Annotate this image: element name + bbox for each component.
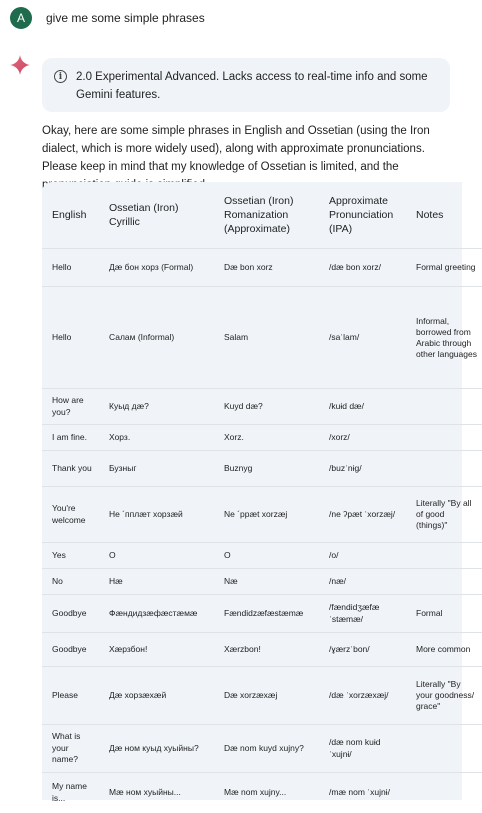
notice-text: 2.0 Experimental Advanced. Lacks access to real-time info and some Gemini features. bbox=[76, 71, 428, 101]
cell-note: Informal, borrowed from Arabic through other languages bbox=[406, 287, 482, 389]
cell-note bbox=[406, 425, 482, 451]
cell-english: Goodbye bbox=[42, 595, 99, 633]
user-avatar[interactable]: A bbox=[10, 7, 32, 29]
header-pronunciation: Approximate Pronunciation (IPA) bbox=[329, 195, 394, 235]
cell-english: You're welcome bbox=[42, 487, 99, 543]
cell-cyrillic: Фæндидзæфæстæмæ bbox=[99, 595, 214, 633]
cell-english: My name is... bbox=[42, 773, 99, 813]
cell-romanization: O bbox=[214, 543, 319, 569]
cell-romanization: Fændidzæfæstæmæ bbox=[214, 595, 319, 633]
cell-cyrillic: Хæрзбон! bbox=[99, 633, 214, 667]
table-row bbox=[42, 569, 482, 595]
cell-pronunciation: /næ/ bbox=[319, 569, 406, 595]
cell-note: More common bbox=[406, 633, 482, 667]
response-intro: Okay, here are some simple phrases in English and Ossetian (using the Iron dialect, which is more widely used), along with approximate pronunciations. Please keep in mind that my knowledge of Ossetian is limited, and the bbox=[42, 125, 430, 173]
cell-note: Literally "By your goodness/ grace" bbox=[406, 667, 482, 725]
table-row bbox=[42, 425, 482, 451]
header-cyrillic: Ossetian (Iron) Cyrillic bbox=[109, 202, 179, 228]
cell-cyrillic: Хорз. bbox=[99, 425, 214, 451]
cell-romanization: Dæ nom kuyd xujny? bbox=[214, 725, 319, 773]
header-notes: Notes bbox=[416, 209, 444, 221]
table-row bbox=[42, 287, 482, 389]
cell-note: Literally "By all of good (things)" bbox=[406, 487, 482, 543]
cell-english: Thank you bbox=[42, 451, 99, 487]
cell-english: No bbox=[42, 569, 99, 595]
table-row bbox=[42, 249, 482, 287]
cell-note bbox=[406, 569, 482, 595]
cell-pronunciation: /o/ bbox=[319, 543, 406, 569]
cell-pronunciation: /ɣærzˈbon/ bbox=[319, 633, 406, 667]
table-header-row bbox=[42, 182, 482, 249]
cell-english: Goodbye bbox=[42, 633, 99, 667]
cell-english: Hello bbox=[42, 287, 99, 389]
cell-note: Formal greeting bbox=[406, 249, 482, 287]
cell-cyrillic: Мæ ном хуыйны... bbox=[99, 773, 214, 813]
cell-note bbox=[406, 389, 482, 425]
gemini-sparkle-icon bbox=[10, 55, 30, 75]
cell-pronunciation: /dæ nom kuɨd ˈxujnɨ/ bbox=[319, 725, 406, 773]
cell-note: Formal bbox=[406, 595, 482, 633]
user-message bbox=[10, 6, 205, 30]
cell-english: Yes bbox=[42, 543, 99, 569]
info-icon: i bbox=[54, 70, 67, 83]
cell-pronunciation: /xorz/ bbox=[319, 425, 406, 451]
table-row bbox=[42, 725, 482, 773]
table-row bbox=[42, 633, 482, 667]
header-english: English bbox=[52, 209, 87, 221]
table-row bbox=[42, 543, 482, 569]
user-prompt-text: give me some simple phrases bbox=[46, 11, 205, 25]
cell-cyrillic: Дæ ном куыд хуыйны? bbox=[99, 725, 214, 773]
cell-pronunciation: /mæ nom ˈxujnɨ/ bbox=[319, 773, 406, 813]
cell-romanization: Ne ´ppæt xorzæj bbox=[214, 487, 319, 543]
cell-english: How are you? bbox=[42, 389, 99, 425]
table-row bbox=[42, 451, 482, 487]
cell-cyrillic: Куыд дæ? bbox=[99, 389, 214, 425]
cell-romanization: Xærzbon! bbox=[214, 633, 319, 667]
phrase-table bbox=[42, 182, 482, 813]
cell-romanization: Xorz. bbox=[214, 425, 319, 451]
cell-note bbox=[406, 543, 482, 569]
cell-romanization: Dæ xorzæxæj bbox=[214, 667, 319, 725]
cell-romanization: Dæ bon xorz bbox=[214, 249, 319, 287]
cell-note bbox=[406, 451, 482, 487]
table-row bbox=[42, 773, 482, 813]
cell-english: Please bbox=[42, 667, 99, 725]
cell-romanization: Kuyd dæ? bbox=[214, 389, 319, 425]
cell-pronunciation: /saˈlam/ bbox=[319, 287, 406, 389]
cell-english: Hello bbox=[42, 249, 99, 287]
cell-romanization: Salam bbox=[214, 287, 319, 389]
table-row bbox=[42, 389, 482, 425]
cell-note bbox=[406, 725, 482, 773]
cell-pronunciation: /fændidʒæfæ ˈstæmæ/ bbox=[319, 595, 406, 633]
cell-romanization: Næ bbox=[214, 569, 319, 595]
cell-pronunciation: /kuɨd dæ/ bbox=[319, 389, 406, 425]
cell-romanization: Mæ nom xujny... bbox=[214, 773, 319, 813]
cell-cyrillic: Дæ хорзæхæй bbox=[99, 667, 214, 725]
phrase-table-container[interactable] bbox=[42, 182, 477, 803]
cell-english: I am fine. bbox=[42, 425, 99, 451]
cell-cyrillic: О bbox=[99, 543, 214, 569]
table-row bbox=[42, 487, 482, 543]
cell-cyrillic: Нæ bbox=[99, 569, 214, 595]
cell-note bbox=[406, 773, 482, 813]
header-romanization: Ossetian (Iron) Romanization (Approximate) bbox=[224, 195, 294, 235]
cell-romanization: Buznyg bbox=[214, 451, 319, 487]
cell-pronunciation: /buzˈnɨg/ bbox=[319, 451, 406, 487]
cell-pronunciation: /dæ ˈxorzæxæj/ bbox=[319, 667, 406, 725]
table-row bbox=[42, 667, 482, 725]
cell-cyrillic: Бузныг bbox=[99, 451, 214, 487]
cell-cyrillic: Не ´пплæт хорзæй bbox=[99, 487, 214, 543]
model-notice-banner bbox=[42, 58, 450, 112]
cell-pronunciation: /dæ bon xorz/ bbox=[319, 249, 406, 287]
cell-cyrillic: Салам (Informal) bbox=[99, 287, 214, 389]
table-row bbox=[42, 595, 482, 633]
cell-pronunciation: /ne ʔpæt ˈxorzæj/ bbox=[319, 487, 406, 543]
cell-english: What is your name? bbox=[42, 725, 99, 773]
cell-cyrillic: Дæ бон хорз (Formal) bbox=[99, 249, 214, 287]
